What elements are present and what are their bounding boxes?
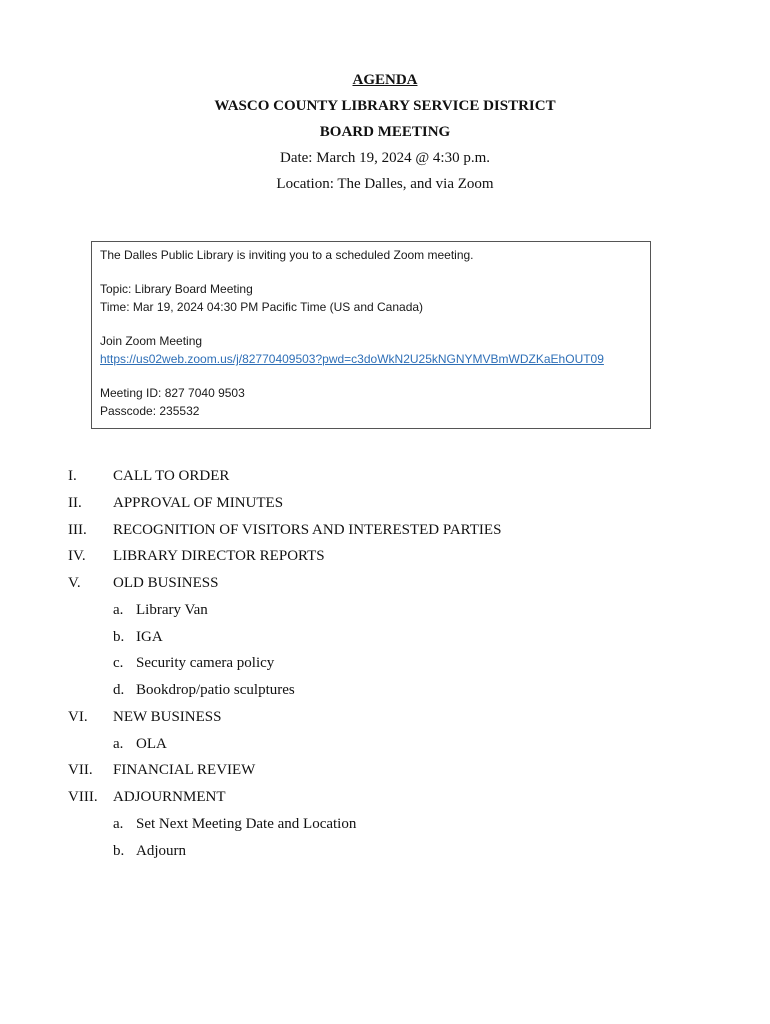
agenda-sub-letter: c. (113, 655, 124, 671)
zoom-join-label: Join Zoom Meeting (100, 334, 203, 348)
agenda-numeral: IV. (68, 548, 86, 564)
district-name: WASCO COUNTY LIBRARY SERVICE DISTRICT (214, 98, 556, 114)
agenda-sub-letter: a. (113, 736, 124, 752)
agenda-item-text: APPROVAL OF MINUTES (113, 495, 284, 511)
agenda-sub-text: IGA (136, 629, 163, 645)
zoom-meeting-id: Meeting ID: 827 7040 9503 (100, 386, 245, 400)
zoom-topic: Topic: Library Board Meeting (100, 282, 253, 296)
agenda-sub-text: OLA (136, 736, 167, 752)
agenda-sub-text: Library Van (136, 602, 208, 618)
zoom-invite-text: The Dalles Public Library is inviting you to a scheduled Zoom meeting. (100, 248, 474, 262)
agenda-item-text: FINANCIAL REVIEW (113, 762, 256, 778)
agenda-sub-letter: d. (113, 682, 125, 698)
agenda-numeral: V. (68, 575, 81, 591)
meeting-date: Date: March 19, 2024 @ 4:30 p.m. (279, 150, 491, 166)
meeting-title: BOARD MEETING (319, 124, 451, 140)
agenda-sub-letter: a. (113, 816, 124, 832)
meeting-location: Location: The Dalles, and via Zoom (276, 176, 494, 192)
agenda-sub-text: Security camera policy (136, 655, 275, 671)
agenda-item-text: RECOGNITION OF VISITORS AND INTERESTED PARTIES (113, 522, 502, 538)
agenda-item-text: ADJOURNMENT (113, 789, 226, 805)
agenda-numeral: VIII. (68, 789, 98, 805)
agenda-title: AGENDA (352, 72, 418, 88)
agenda-numeral: I. (68, 468, 77, 484)
agenda-item-text: NEW BUSINESS (113, 709, 222, 725)
agenda-numeral: VI. (68, 709, 88, 725)
agenda-numeral: VII. (68, 762, 93, 778)
zoom-meeting-link[interactable]: https://us02web.zoom.us/j/82770409503?pwd=c3doWkN2U25kNGNYMVBmWDZKaEhOUT09 (100, 352, 604, 366)
zoom-info-box (91, 241, 651, 429)
zoom-time: Time: Mar 19, 2024 04:30 PM Pacific Time (US and Canada) (100, 300, 424, 314)
agenda-sub-letter: b. (113, 629, 125, 645)
agenda-item-text: LIBRARY DIRECTOR REPORTS (113, 548, 325, 564)
agenda-item-text: OLD BUSINESS (113, 575, 219, 591)
agenda-item-text: CALL TO ORDER (113, 468, 230, 484)
agenda-sub-letter: b. (113, 843, 125, 859)
agenda-numeral: II. (68, 495, 82, 511)
agenda-sub-letter: a. (113, 602, 124, 618)
agenda-sub-text: Adjourn (136, 843, 186, 859)
agenda-numeral: III. (68, 522, 87, 538)
agenda-sub-text: Set Next Meeting Date and Location (136, 816, 357, 832)
zoom-passcode: Passcode: 235532 (100, 404, 200, 418)
agenda-sub-text: Bookdrop/patio sculptures (136, 682, 295, 698)
